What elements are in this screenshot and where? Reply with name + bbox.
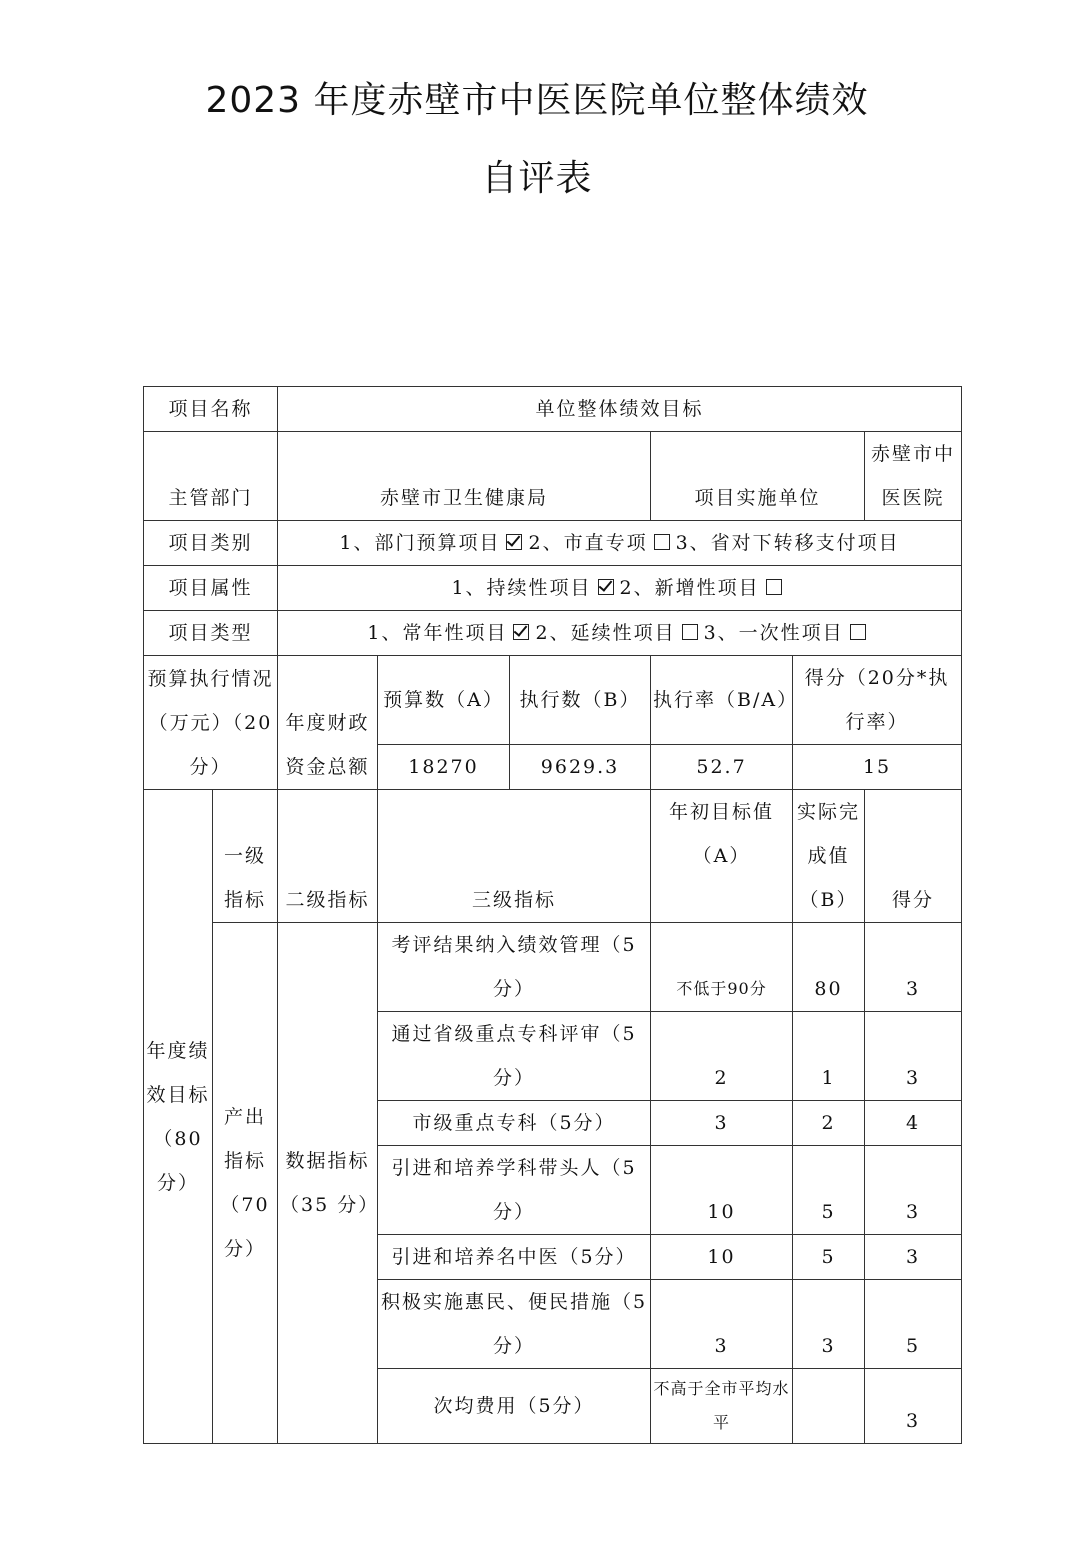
indicator-name: 积极实施惠民、便民措施（5分） bbox=[378, 1280, 651, 1369]
indicator-name: 引进和培养名中医（5分） bbox=[378, 1235, 651, 1280]
target-header: 年初目标值（A） bbox=[651, 790, 793, 923]
indicator-target: 3 bbox=[651, 1101, 793, 1146]
type-options bbox=[278, 611, 962, 656]
budget-label: 预算执行情况（万元）（20 分） bbox=[144, 656, 278, 790]
type-option-1: 1、常年性项目 bbox=[367, 622, 508, 644]
category-option-1: 1、部门预算项目 bbox=[339, 532, 501, 554]
budget-col-b: 执行数（B） bbox=[510, 656, 651, 745]
indicator-actual: 2 bbox=[793, 1101, 865, 1146]
level2-data-indicator: 数据指标（35 分） bbox=[278, 923, 378, 1444]
indicator-name: 考评结果纳入绩效管理（5分） bbox=[378, 923, 651, 1012]
indicator-actual: 1 bbox=[793, 1012, 865, 1101]
budget-value-score: 15 bbox=[793, 745, 962, 790]
budget-col-score: 得分（20分*执行率） bbox=[793, 656, 962, 745]
indicator-actual: 80 bbox=[793, 923, 865, 1012]
category-option-2: 2、市直专项 bbox=[528, 532, 648, 554]
indicator-name: 引进和培养学科带头人（5分） bbox=[378, 1146, 651, 1235]
type-label: 项目类型 bbox=[144, 611, 278, 656]
implementing-unit-label: 项目实施单位 bbox=[651, 432, 865, 521]
level1-output-indicator: 产出指标（70分） bbox=[213, 923, 278, 1444]
checkbox-icon[interactable] bbox=[506, 534, 522, 550]
indicator-name: 次均费用（5分） bbox=[378, 1369, 651, 1444]
indicator-score: 3 bbox=[865, 923, 962, 1012]
category-label: 项目类别 bbox=[144, 521, 278, 566]
row-project-attribute bbox=[144, 566, 962, 611]
indicator-score: 4 bbox=[865, 1101, 962, 1146]
row-budget-header bbox=[144, 656, 962, 745]
indicator-score: 3 bbox=[865, 1235, 962, 1280]
budget-value-b: 9629.3 bbox=[510, 745, 651, 790]
row-department bbox=[144, 432, 962, 521]
checkbox-icon[interactable] bbox=[598, 579, 614, 595]
indicator-actual: 5 bbox=[793, 1235, 865, 1280]
row-indicator-header bbox=[144, 790, 962, 923]
attribute-label: 项目属性 bbox=[144, 566, 278, 611]
checkbox-icon[interactable] bbox=[850, 624, 866, 640]
indicator-name: 市级重点专科（5分） bbox=[378, 1101, 651, 1146]
implementing-unit-value: 赤壁市中医医院 bbox=[865, 432, 962, 521]
indicator-target: 10 bbox=[651, 1146, 793, 1235]
row-project-category bbox=[144, 521, 962, 566]
indicator-target: 不低于90分 bbox=[651, 923, 793, 1012]
evaluation-table bbox=[143, 386, 962, 1444]
indicator-score: 3 bbox=[865, 1369, 962, 1444]
level2-header: 二级指标 bbox=[278, 790, 378, 923]
indicator-score: 5 bbox=[865, 1280, 962, 1369]
budget-col-a: 预算数（A） bbox=[378, 656, 510, 745]
department-value: 赤壁市卫生健康局 bbox=[278, 432, 651, 521]
level3-header: 三级指标 bbox=[378, 790, 651, 923]
attribute-option-2: 2、新增性项目 bbox=[619, 577, 760, 599]
level1-header: 一级指标 bbox=[213, 790, 278, 923]
indicator-target: 2 bbox=[651, 1012, 793, 1101]
budget-col-rate: 执行率（B/A） bbox=[651, 656, 793, 745]
score-header: 得分 bbox=[865, 790, 962, 923]
budget-value-a: 18270 bbox=[378, 745, 510, 790]
project-name-label: 项目名称 bbox=[144, 387, 278, 432]
checkbox-icon[interactable] bbox=[513, 624, 529, 640]
indicator-target: 10 bbox=[651, 1235, 793, 1280]
attribute-option-1: 1、持续性项目 bbox=[451, 577, 592, 599]
category-options bbox=[278, 521, 962, 566]
indicator-target: 不高于全市平均水平 bbox=[651, 1369, 793, 1444]
department-label: 主管部门 bbox=[144, 432, 278, 521]
row-project-name bbox=[144, 387, 962, 432]
fund-total-label: 年度财政资金总额 bbox=[278, 656, 378, 790]
indicator-name: 通过省级重点专科评审（5分） bbox=[378, 1012, 651, 1101]
indicator-score: 3 bbox=[865, 1012, 962, 1101]
attribute-options bbox=[278, 566, 962, 611]
row-project-type bbox=[144, 611, 962, 656]
type-option-2: 2、延续性项目 bbox=[535, 622, 676, 644]
checkbox-icon[interactable] bbox=[654, 534, 670, 550]
indicator-actual bbox=[793, 1369, 865, 1444]
project-name-value: 单位整体绩效目标 bbox=[278, 387, 962, 432]
type-option-3: 3、一次性项目 bbox=[703, 622, 844, 644]
indicator-score: 3 bbox=[865, 1146, 962, 1235]
actual-header: 实际完成值（B） bbox=[793, 790, 865, 923]
budget-value-rate: 52.7 bbox=[651, 745, 793, 790]
indicator-actual: 5 bbox=[793, 1146, 865, 1235]
table-row bbox=[144, 923, 962, 1012]
document-title-line2: 自评表 bbox=[481, 158, 593, 199]
indicator-target: 3 bbox=[651, 1280, 793, 1369]
indicator-actual: 3 bbox=[793, 1280, 865, 1369]
document-title-line1: 2023 年度赤壁市中医医院单位整体绩效 bbox=[205, 80, 869, 121]
annual-perf-label: 年度绩效目标（80分） bbox=[144, 790, 213, 1444]
checkbox-icon[interactable] bbox=[766, 579, 782, 595]
category-option-3: 3、省对下转移支付项目 bbox=[675, 532, 900, 554]
checkbox-icon[interactable] bbox=[682, 624, 698, 640]
